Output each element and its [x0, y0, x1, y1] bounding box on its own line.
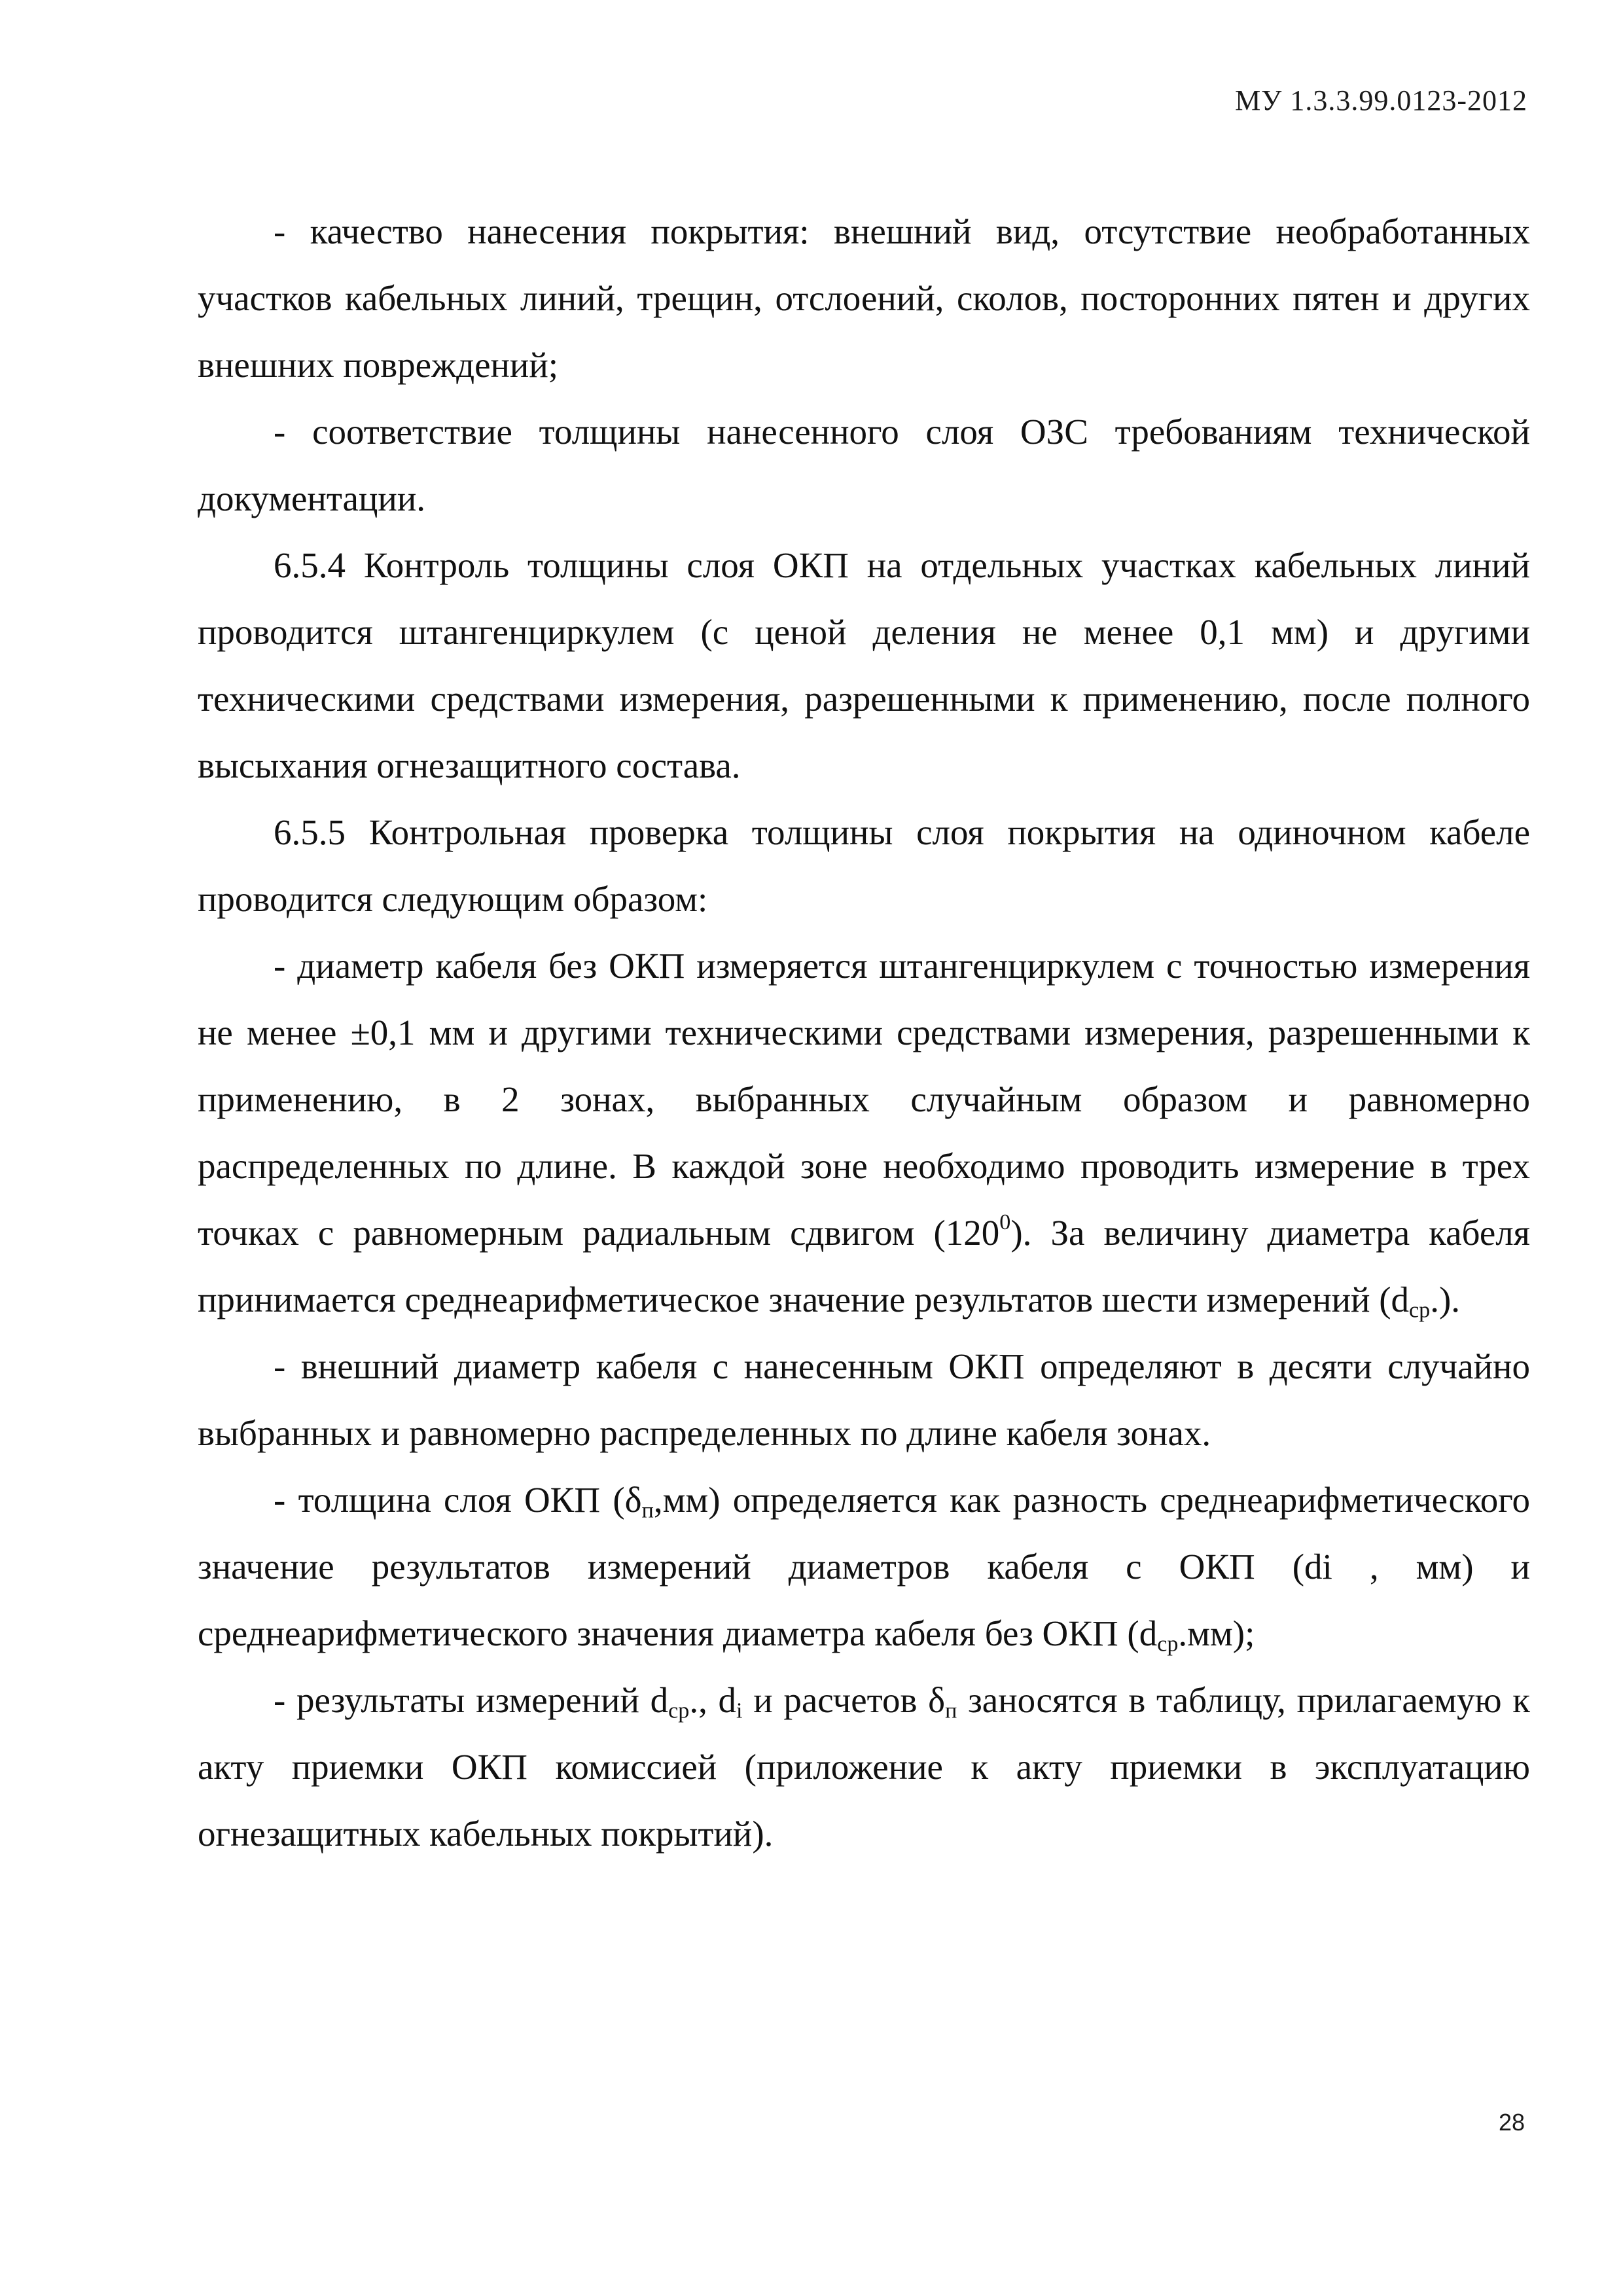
text-run: ). За величину диаметра кабеля принимается среднеарифметическое значение результатов шести измерений (d — [198, 1213, 1530, 1319]
text-run: - толщина слоя ОКП (δ — [274, 1480, 642, 1520]
paragraph-layer-thickness-compliance: - соответствие толщины нанесенного слоя ОЗС требованиям технической документации. — [198, 412, 1530, 518]
text-run: ., d — [689, 1680, 737, 1720]
text-run: .мм); — [1178, 1613, 1255, 1653]
text-run: и расчетов δ — [742, 1680, 946, 1720]
paragraph-diameter-without-coating — [198, 933, 1530, 1333]
text-run: - диаметр кабеля без ОКП измеряется штангенциркулем с точностью измерения не менее ±0,1 мм и другими техническими средствами измерения, разрешенными к применению, в 2 зонах, выбранных случайным образом и равномерно распределенных по длине. В каждой зоне необходимо проводить измерение в трех точках с равномерным радиальным сдвигом (120 — [198, 946, 1530, 1253]
document-body — [198, 198, 1530, 1867]
text-run: .). — [1430, 1280, 1461, 1319]
paragraph-6-5-4: 6.5.4 Контроль толщины слоя ОКП на отдельных участках кабельных линий проводится штангенциркулем (с ценой деления не менее 0,1 мм) и другими техническими средствами измерения, разрешенными к применению, после полного высыхания огнезащитного состава. — [198, 545, 1530, 785]
paragraph-outer-diameter: - внешний диаметр кабеля с нанесенным ОКП определяют в десяти случайно выбранных и равномерно распределенных по длине кабеля зонах. — [198, 1346, 1530, 1453]
paragraph-layer-thickness-formula — [198, 1467, 1530, 1667]
subscript-coating: п — [641, 1498, 654, 1523]
text-run: заносятся в таблицу, прилагаемую к акту приемки ОКП комиссией (приложение к акту приемки в эксплуатацию огнезащитных кабельных покрытий). — [198, 1680, 1530, 1854]
page-number: 28 — [1498, 2109, 1525, 2136]
superscript-degree: 0 — [999, 1210, 1011, 1235]
paragraph-6-5-5: 6.5.5 Контрольная проверка толщины слоя покрытия на одиночном кабеле проводится следующим образом: — [198, 812, 1530, 919]
subscript-index: i — [736, 1698, 743, 1723]
text-run: ,мм) определяется как разность среднеарифметического значение результатов измерений диаметров кабеля с ОКП (di , мм) и среднеарифметического значения диаметра кабеля без ОКП (d — [198, 1480, 1530, 1653]
paragraph-coating-quality: - качество нанесения покрытия: внешний вид, отсутствие необработанных участков кабельных линий, трещин, отслоений, сколов, посторонних пятен и других внешних повреждений; — [198, 211, 1530, 385]
text-run: - результаты измерений d — [274, 1680, 669, 1720]
subscript-average: ср — [1157, 1632, 1179, 1657]
document-code-header: МУ 1.3.3.99.0123-2012 — [1235, 84, 1527, 117]
paragraph-results-table — [198, 1667, 1530, 1867]
subscript-average: ср — [668, 1698, 690, 1723]
subscript-coating: п — [945, 1698, 957, 1723]
subscript-average: ср — [1409, 1298, 1431, 1323]
